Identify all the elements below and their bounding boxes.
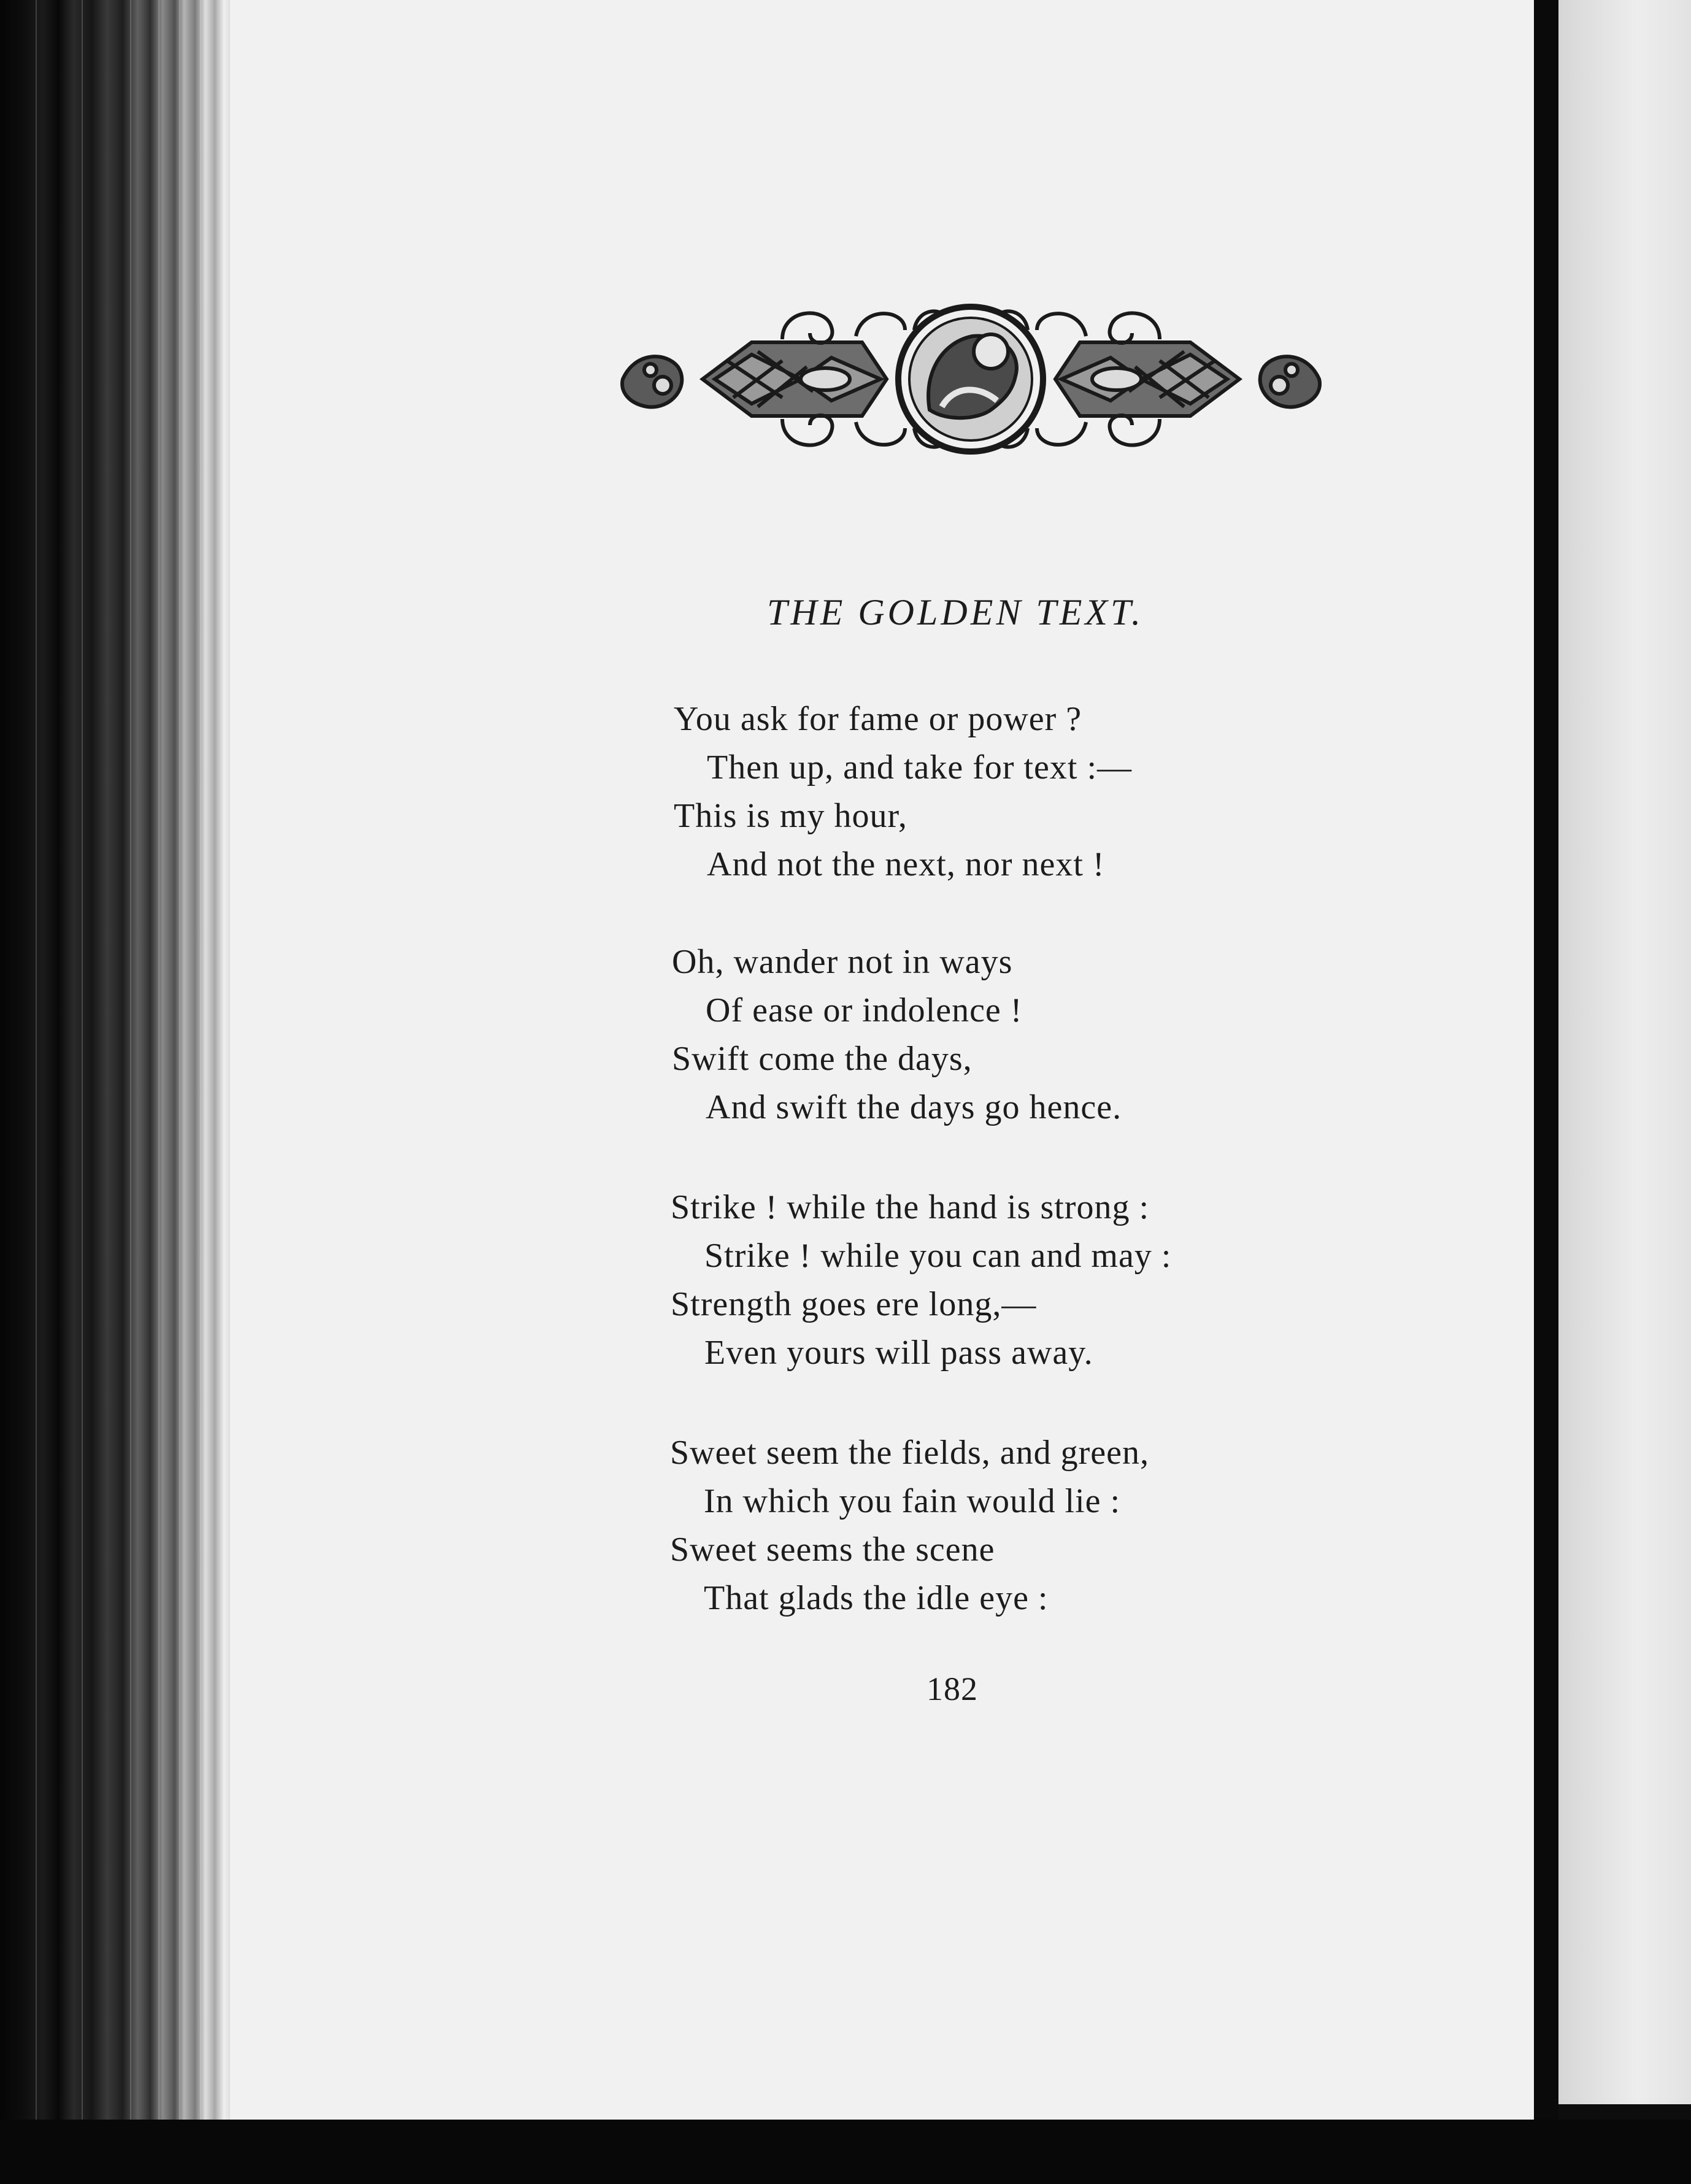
cherub-ornament-icon: [598, 293, 1344, 465]
poem-line: You ask for fame or power ?: [674, 700, 1082, 738]
poem-line: Strength goes ere long,—: [671, 1285, 1037, 1323]
poem-line: Sweet seem the fields, and green,: [670, 1434, 1149, 1472]
poem-line: Then up, and take for text :—: [707, 748, 1133, 786]
poem-line: And not the next, nor next !: [707, 845, 1105, 883]
poem-title: THE GOLDEN TEXT.: [767, 592, 1144, 633]
book-page-edges: [0, 0, 233, 2129]
poem-line: Swift come the days,: [672, 1040, 973, 1078]
poem-line: That glads the idle eye :: [704, 1579, 1049, 1617]
poem-line: Of ease or indolence !: [706, 991, 1023, 1029]
gutter-shadow: [1534, 0, 1558, 2129]
poem-line: Oh, wander not in ways: [672, 943, 1013, 981]
next-page-edge: [1558, 0, 1691, 2104]
poem-line: Strike ! while you can and may :: [704, 1237, 1172, 1275]
page-number: 182: [926, 1671, 978, 1707]
poem-line: In which you fain would lie :: [704, 1482, 1121, 1520]
poem-line: This is my hour,: [674, 797, 907, 835]
bottom-shadow: [0, 2120, 1691, 2184]
poem-line: Even yours will pass away.: [704, 1334, 1093, 1372]
poem-line: Strike ! while the hand is strong :: [671, 1188, 1150, 1226]
poem-line: And swift the days go hence.: [706, 1088, 1122, 1126]
poem-line: Sweet seems the scene: [670, 1531, 995, 1569]
